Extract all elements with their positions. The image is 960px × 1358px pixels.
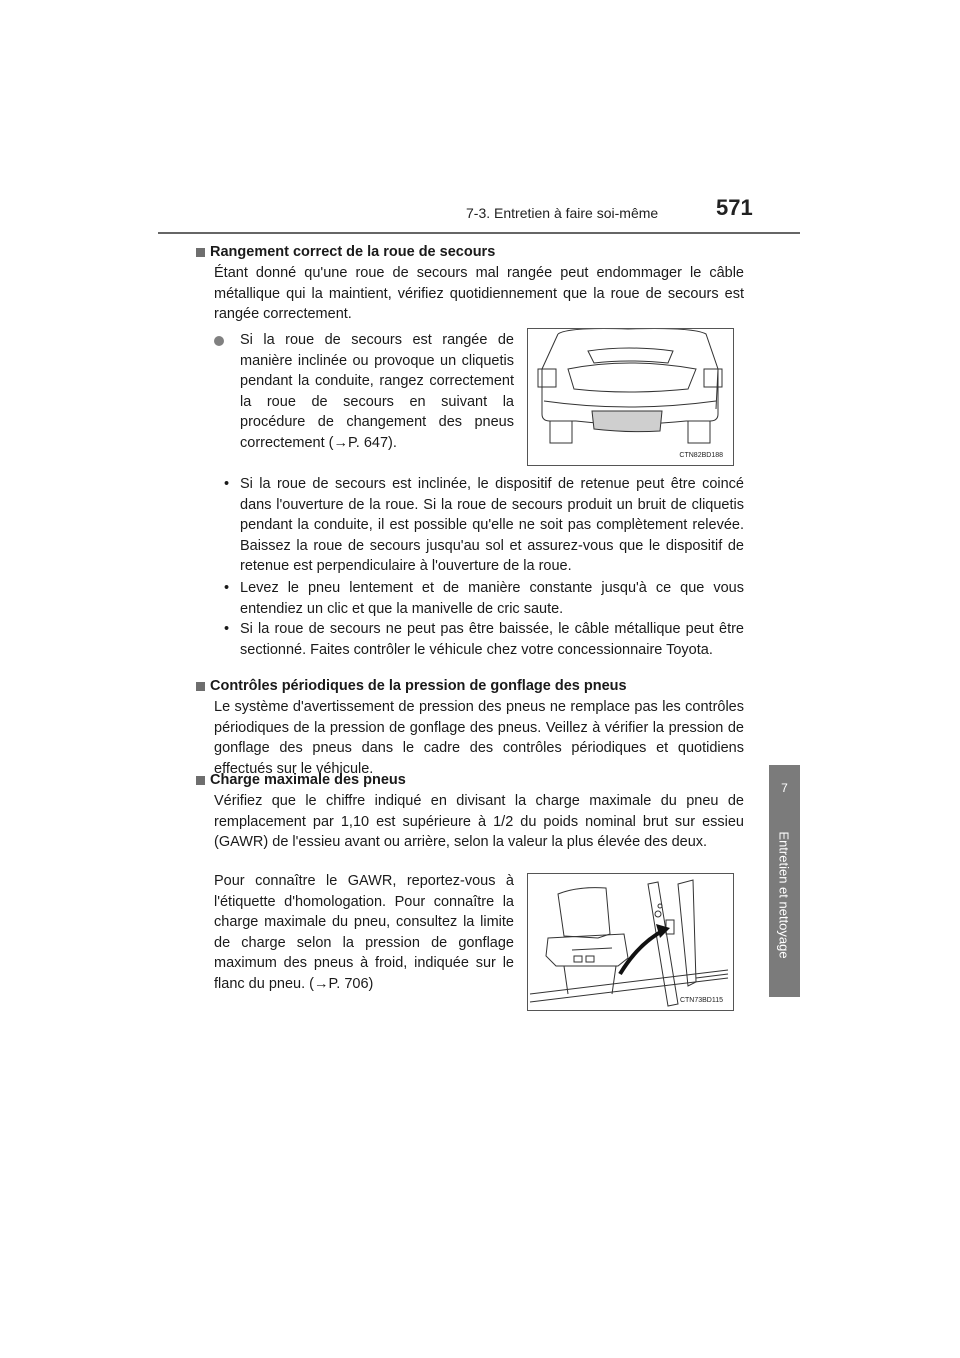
bullet-dot-icon — [214, 336, 224, 346]
figure-label: CTN73BD115 — [679, 997, 723, 1004]
heading-square-icon — [196, 682, 205, 691]
section-body: Vérifiez que le chiffre indiqué en divisant la charge maximale du pneu de remplacement par 1,10 est supérieure à 1/2 du poids nominal brut sur essieu (GAWR) de l'essieu avant ou arrière, selon la valeur la plus élevée des deux. — [214, 793, 744, 851]
section-heading — [196, 677, 627, 696]
chapter-tab — [769, 765, 800, 997]
section-heading — [196, 243, 495, 262]
section-body: Étant donné qu'une roue de secours mal rangée peut endommager le câble métallique qui la maintient, vérifiez quotidiennement que la roue de secours est rangée correctement. — [214, 265, 744, 323]
header-section-title: 7-3. Entretien à faire soi-même — [466, 205, 659, 221]
bullet-text: Si la roue de secours est rangée de manière inclinée ou provoque un cliquetis pendant la conduite, rangez correctement la roue de secours en suivant la procédure de changement des pneus correctement (→P. 647). — [240, 332, 514, 451]
header-divider — [158, 232, 800, 234]
list-item — [224, 619, 744, 660]
section-body-secondary: Pour connaître le GAWR, reportez-vous à l'étiquette d'homologation. Pour connaître la charge maximale du pneu, consultez la limite de charge selon la pression de gonflage maximum des pneus à froid, indiquée sur le flanc du pneu. (→P. 706) — [214, 873, 514, 992]
sub-bullet-marker: • — [224, 580, 230, 596]
list-item-text: Si la roue de secours ne peut pas être baissée, le câble métallique peut être sectionné. Faites contrôler le véhicule chez votre concessionnaire Toyota. — [240, 621, 744, 658]
list-item — [224, 474, 744, 577]
list-item-text: Levez le pneu lentement et de manière constante jusqu'à ce que vous entendiez un clic et que la manivelle de cric saute. — [240, 580, 744, 617]
chapter-number: 7 — [781, 781, 788, 795]
rear-vehicle-illustration — [528, 329, 733, 465]
section-body: Le système d'avertissement de pression des pneus ne remplace pas les contrôles périodiques de la pression de gonflage des pneus. Veillez à vérifier la pression de gonflage des pneus dans le cadre des contrôles périodiques et quotidiens effectués sur le véhicule. — [214, 699, 744, 777]
figure-seat-door-label — [527, 873, 734, 1011]
figure-rear-vehicle — [527, 328, 734, 466]
chapter-title: Entretien et nettoyage — [776, 831, 792, 959]
list-item-text: Si la roue de secours est inclinée, le dispositif de retenue peut être coincé dans l'ouverture de la roue. Si la roue de secours produit un bruit de cliquetis pendant la conduite, il est possible qu'elle ne soit pas complètement relevée. Baissez la roue de secours jusqu'au sol et assurez-vous que le dispositif de retenue est perpendiculaire à l'ouverture de la roue. — [240, 476, 744, 575]
sub-bullet-marker: • — [224, 621, 230, 637]
section-heading-text: Charge maximale des pneus — [210, 772, 406, 788]
figure-label: CTN82BD188 — [679, 452, 723, 459]
page-number: 571 — [716, 195, 753, 220]
seat-door-illustration — [528, 874, 733, 1010]
section-heading-text: Contrôles périodiques de la pression de gonflage des pneus — [210, 678, 627, 694]
heading-square-icon — [196, 248, 205, 257]
section-heading-text: Rangement correct de la roue de secours — [210, 244, 496, 260]
section-heading — [196, 771, 406, 790]
heading-square-icon — [196, 776, 205, 785]
sub-bullet-marker: • — [224, 476, 230, 492]
list-item — [224, 578, 744, 619]
